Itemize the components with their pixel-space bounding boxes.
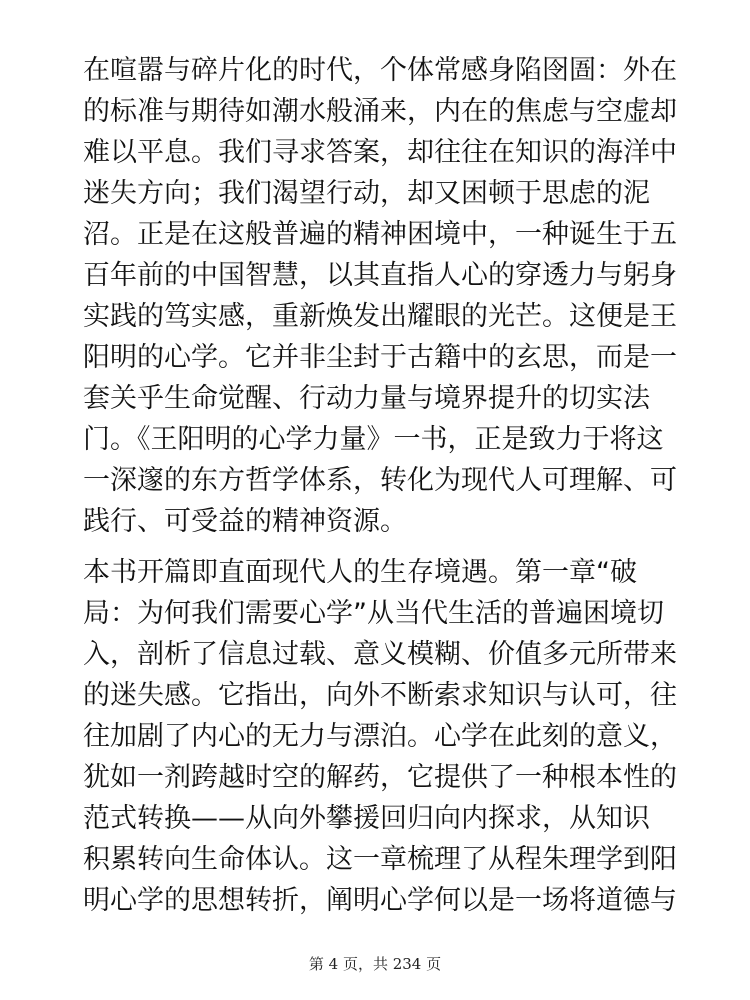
text-line: 入，剖析了信息过载、意义模糊、价值多元所带来: [83, 639, 677, 670]
text-line: 一深邃的东方哲学体系，转化为现代人可理解、可: [83, 465, 677, 496]
paragraph-1: [83, 50, 677, 542]
paragraph-2: [83, 552, 677, 921]
text-line: 局：为何我们需要心学”从当代生活的普遍困境切: [83, 598, 664, 629]
text-line: 门。《王阳明的心学力量》一书，正是致力于将这: [83, 424, 664, 455]
text-line: 实践的笃实感，重新焕发出耀眼的光芒。这便是王: [83, 301, 677, 332]
text-line: 在喧嚣与碎片化的时代，个体常感身陷囹圄：外在: [83, 55, 677, 86]
text-line: 的标准与期待如潮水般涌来，内在的焦虑与空虚却: [83, 96, 677, 127]
text-line: 百年前的中国智慧，以其直指人心的穿透力与躬身: [83, 260, 677, 291]
text-line: 难以平息。我们寻求答案，却往往在知识的海洋中: [83, 137, 677, 168]
text-line: 本书开篇即直面现代人的生存境遇。第一章“破: [83, 557, 637, 588]
text-line: 的迷失感。它指出，向外不断索求知识与认可，往: [83, 680, 677, 711]
text-line: 范式转换——从向外攀援回归向内探求，从知识: [83, 803, 650, 834]
text-line: 积累转向生命体认。这一章梳理了从程朱理学到阳: [83, 844, 677, 875]
text-line: 践行、可受益的精神资源。: [83, 506, 407, 537]
text-line: 明心学的思想转折，阐明心学何以是一场将道德与: [83, 885, 677, 916]
text-line: 套关乎生命觉醒、行动力量与境界提升的切实法: [83, 383, 650, 414]
text-line: 沼。正是在这般普遍的精神困境中，一种诞生于五: [83, 219, 677, 250]
text-line: 迷失方向；我们渴望行动，却又困顿于思虑的泥: [83, 178, 650, 209]
page-number: 第 4 页，共 234 页: [308, 955, 442, 973]
body-text: [83, 50, 677, 921]
page-footer: [0, 954, 750, 974]
text-line: 阳明的心学。它并非尘封于古籍中的玄思，而是一: [83, 342, 677, 373]
text-line: 犹如一剂跨越时空的解药，它提供了一种根本性的: [83, 762, 677, 793]
text-line: 往加剧了内心的无力与漂泊。心学在此刻的意义，: [83, 721, 677, 752]
